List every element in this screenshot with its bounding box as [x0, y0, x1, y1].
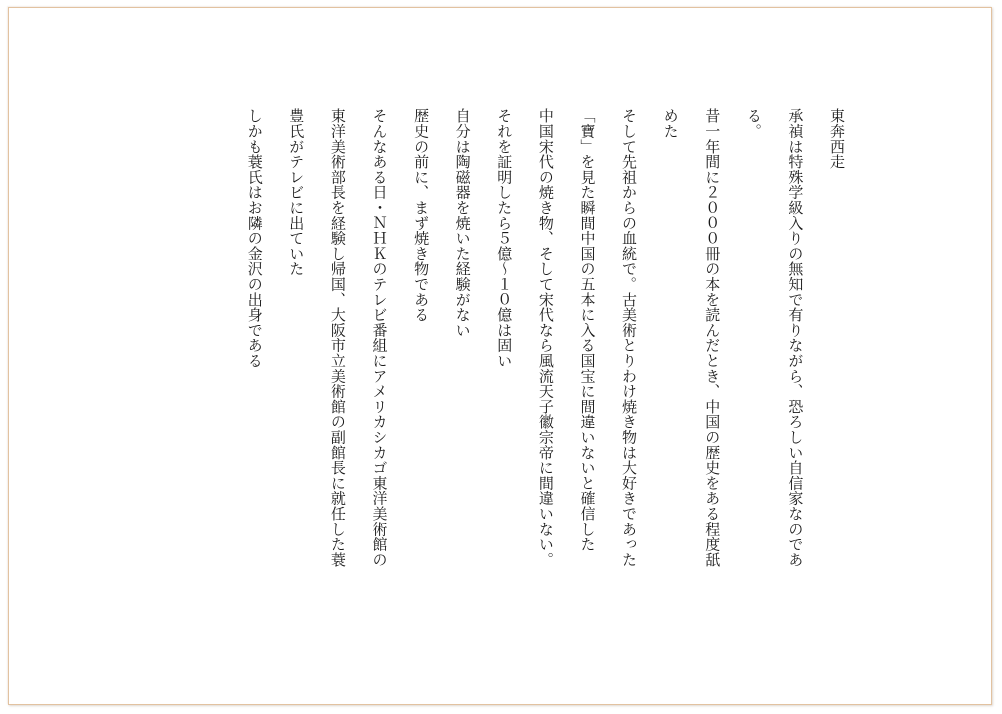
- text-line: 豊氏がテレビに出ていた: [287, 108, 306, 277]
- text-line: る。: [744, 108, 763, 139]
- text-line: そんなある日・ＮＨＫのテレビ番組にアメリカシカゴ東洋美術館の: [370, 108, 389, 567]
- text-line: 承禎は特殊学級入りの無知で有りながら、恐ろしい自信家なのであ: [786, 108, 805, 567]
- text-line: 「寶」を見た瞬間中国の五本に入る国宝に間違いないと確信した: [578, 108, 597, 552]
- text-line: 中国宋代の焼き物、そして宋代なら風流天子徽宗帝に間違いない。: [536, 108, 555, 567]
- document-title: 東奔西走: [828, 108, 846, 170]
- text-line: そして先祖からの血統で。古美術とりわけ焼き物は大好きであった: [620, 108, 639, 567]
- text-line: 自分は陶磁器を焼いた経験がない: [453, 108, 472, 338]
- text-line: しかも蓑氏はお隣の金沢の出身である: [245, 108, 264, 369]
- text-line: それを証明したら５億～１０億は固い: [495, 108, 514, 369]
- text-line: めた: [661, 108, 680, 139]
- text-line: 昔一年間に２０００冊の本を読んだとき、中国の歴史をある程度舐: [703, 108, 722, 567]
- text-line: 歴史の前に、まず焼き物である: [412, 108, 431, 323]
- document-body: [233, 108, 857, 668]
- text-line: 東洋美術部長を経験し帰国、大阪市立美術館の副館長に就任した蓑: [328, 108, 347, 567]
